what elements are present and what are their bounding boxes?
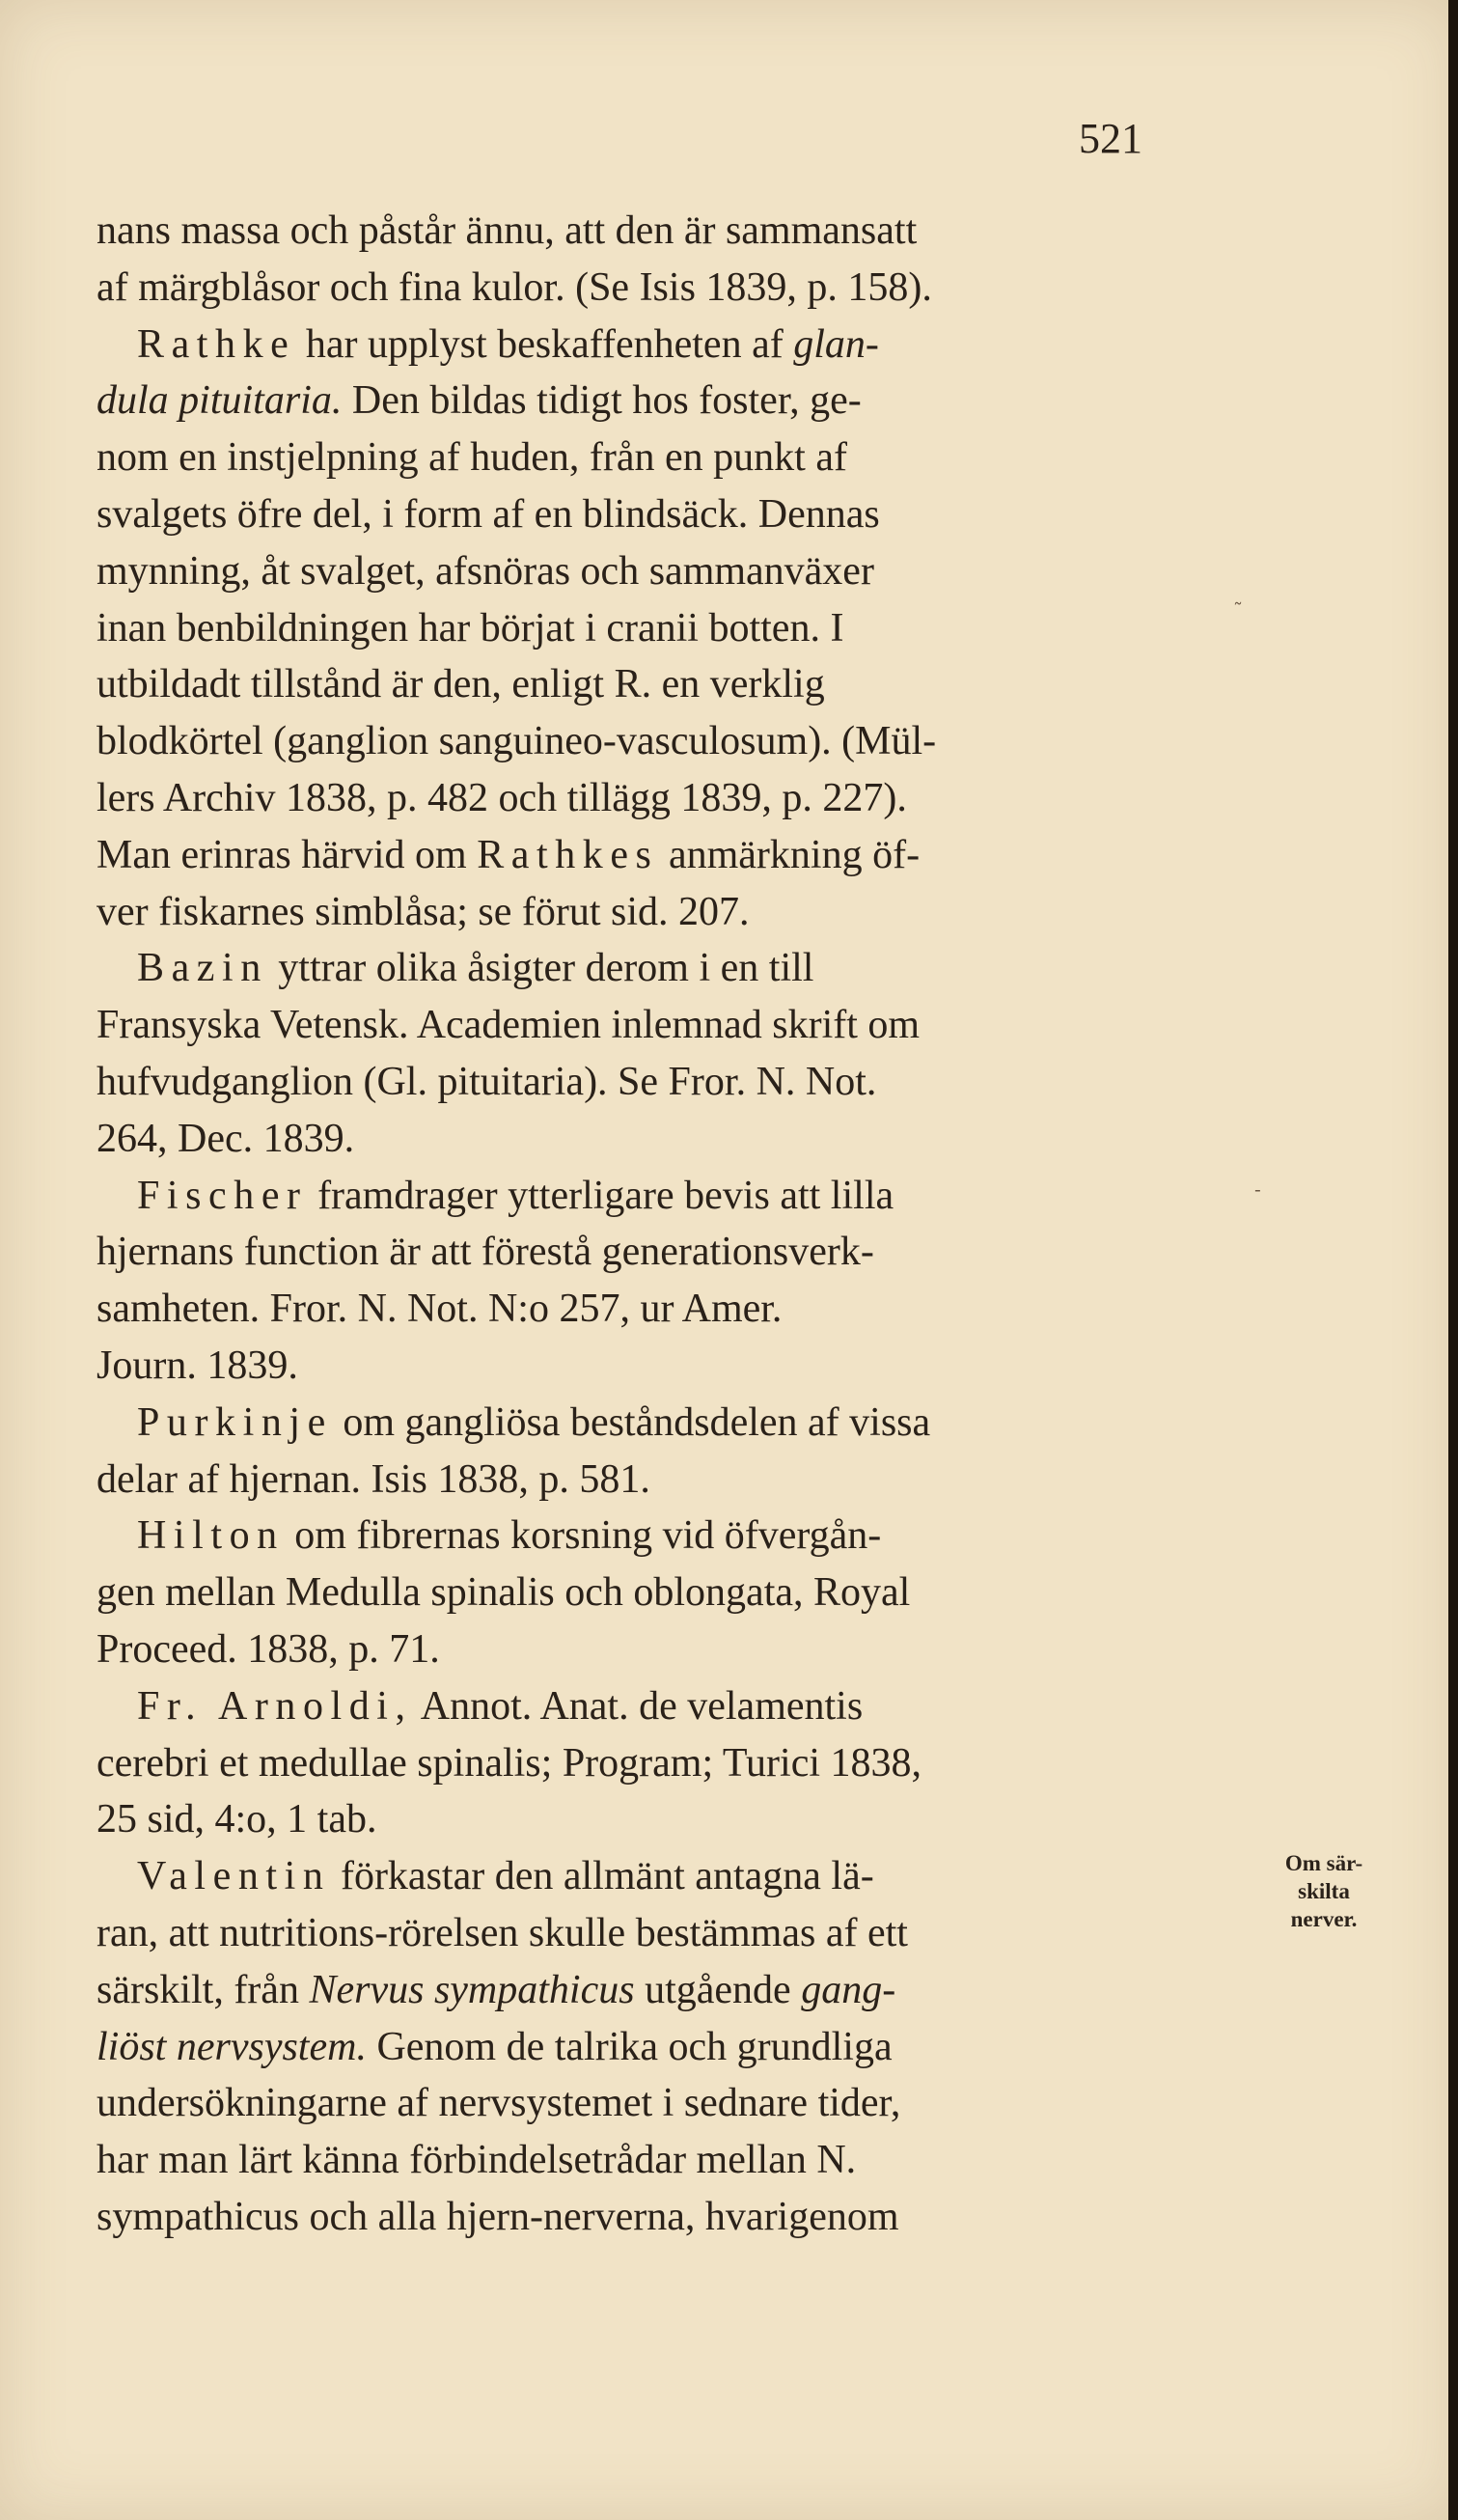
text-segment	[96, 1684, 137, 1729]
text-segment: samheten. Fror. N. Not. N:o 257, ur Amer.	[96, 1287, 783, 1332]
text-segment	[96, 1513, 137, 1558]
text-line	[96, 1054, 1216, 1111]
text-line	[96, 1281, 1216, 1338]
text-line	[96, 1962, 1216, 2019]
text-segment	[96, 1400, 137, 1445]
text-segment: Hilton	[137, 1513, 285, 1559]
text-line	[96, 1791, 1216, 1848]
text-line	[96, 2189, 1216, 2246]
text-segment: framdrager ytterligare bevis att lilla	[307, 1173, 894, 1218]
text-segment: delar af hjernan. Isis 1838, p. 581.	[96, 1456, 650, 1502]
text-line	[96, 1735, 1216, 1792]
page-number: 521	[1079, 115, 1142, 162]
text-line	[96, 486, 1216, 543]
text-segment: utgående	[634, 1967, 802, 2012]
text-segment: nom en instjelpning af huden, från en punkt af	[96, 435, 847, 481]
text-line	[96, 600, 1216, 657]
text-line	[96, 1452, 1216, 1509]
text-segment: om gangliösa beståndsdelen af vissa	[332, 1399, 931, 1445]
text-segment: Purkinje	[137, 1399, 333, 1445]
text-segment: Journ. 1839.	[96, 1343, 298, 1388]
text-segment: Fr. Arnoldi,	[137, 1683, 413, 1729]
text-line	[96, 1224, 1216, 1281]
text-line	[96, 827, 1216, 884]
body-text	[96, 203, 1216, 2246]
text-segment: Valentin	[137, 1854, 331, 1899]
margin-note-line: Om sär-	[1284, 1851, 1363, 1875]
text-line	[96, 1338, 1216, 1395]
text-segment: Annot. Anat. de velamentis	[412, 1683, 864, 1729]
text-segment	[96, 946, 137, 990]
text-line	[96, 429, 1216, 486]
text-segment: lers Archiv 1838, p. 482 och tillägg 1839, p. 227).	[96, 775, 907, 820]
text-segment	[96, 1854, 137, 1898]
text-segment: Man erinras härvid om	[96, 832, 478, 877]
text-line	[96, 1905, 1216, 1962]
text-line	[96, 1111, 1216, 1168]
text-line	[96, 1678, 1216, 1735]
text-line	[96, 884, 1216, 941]
margin-note	[1247, 1849, 1401, 1933]
text-segment: dula pituitaria.	[96, 378, 343, 424]
text-segment: Fransyska Vetensk. Academien inlemnad skrift om	[96, 1003, 921, 1048]
text-segment: af märgblåsor och fina kulor. (Se Isis 1839, p. 158).	[96, 264, 932, 310]
text-segment: hufvudganglion (Gl. pituitaria). Se Fror. N. Not.	[96, 1059, 877, 1104]
page-edge	[1448, 0, 1458, 2520]
text-segment: Rathke	[137, 321, 296, 367]
text-line	[96, 203, 1216, 260]
text-segment: om fibrernas korsning vid öfvergån-	[284, 1513, 882, 1559]
text-segment: cerebri et medullae spinalis; Program; Turici 1838,	[96, 1740, 922, 1786]
text-segment: hjernans function är att förestå generationsverk-	[96, 1230, 874, 1275]
text-line	[96, 317, 1216, 374]
text-line	[96, 1168, 1216, 1225]
text-line	[96, 260, 1216, 317]
margin-note-line: skilta	[1298, 1879, 1350, 1903]
text-segment: har upplyst beskaffenheten af	[295, 321, 794, 367]
text-segment: 25 sid, 4:o, 1 tab.	[96, 1797, 377, 1842]
text-line	[96, 1565, 1216, 1621]
text-segment: yttrar olika åsigter derom i en till	[267, 946, 814, 991]
text-line	[96, 770, 1216, 827]
text-line	[96, 713, 1216, 770]
text-segment: inan benbildningen har börjat i cranii botten. I	[96, 605, 844, 651]
text-line	[96, 2075, 1216, 2132]
text-segment: gen mellan Medulla spinalis och oblongata, Royal	[96, 1570, 911, 1616]
text-segment: blodkörtel (ganglion sanguineo-vasculosum). (Mül-	[96, 719, 937, 764]
text-segment	[96, 322, 137, 367]
text-segment: Nervus sympathicus	[309, 1967, 635, 2012]
text-line	[96, 373, 1216, 429]
print-speck: ˜	[1233, 598, 1243, 622]
text-line	[96, 1395, 1216, 1452]
text-segment: gang-	[801, 1967, 896, 2012]
text-segment: sympathicus och alla hjern-nerverna, hvarigenom	[96, 2194, 899, 2239]
text-segment	[96, 1174, 137, 1218]
text-line	[96, 997, 1216, 1054]
text-segment: förkastar den allmänt antagna lä-	[330, 1854, 874, 1899]
text-segment: Bazin	[137, 946, 268, 991]
text-line	[96, 1848, 1216, 1905]
text-segment: mynning, åt svalget, afsnöras och sammanväxer	[96, 548, 874, 594]
print-speck: -	[1254, 1177, 1261, 1201]
text-line	[96, 543, 1216, 600]
text-line	[96, 940, 1216, 997]
text-line	[96, 2132, 1216, 2189]
text-segment: ran, att nutritions-rörelsen skulle bestämmas af ett	[96, 1910, 908, 1955]
text-segment: undersökningarne af nervsystemet i sednare tider,	[96, 2081, 901, 2126]
text-line	[96, 1621, 1216, 1678]
text-segment: särskilt, från	[96, 1967, 310, 2012]
text-segment: glan-	[793, 321, 879, 367]
text-segment: har man lärt känna förbindelsetrådar mellan N.	[96, 2138, 857, 2183]
text-segment: Fischer	[137, 1173, 308, 1218]
text-line	[96, 656, 1216, 713]
text-segment: ver fiskarnes simblåsa; se förut sid. 207.	[96, 889, 750, 934]
text-segment: anmärkning öf-	[658, 832, 921, 877]
text-segment: Genom de talrika och grundliga	[366, 2024, 893, 2069]
text-line	[96, 2019, 1216, 2076]
text-segment: Den bildas tidigt hos foster, ge-	[342, 378, 862, 424]
text-segment: utbildadt tillstånd är den, enligt R. en verklig	[96, 662, 825, 707]
margin-note-line: nerver.	[1290, 1907, 1358, 1931]
text-segment: 264, Dec. 1839.	[96, 1116, 355, 1161]
text-segment: svalgets öfre del, i form af en blindsäck. Dennas	[96, 491, 880, 537]
text-line	[96, 1508, 1216, 1565]
text-segment: Rathkes	[477, 832, 659, 877]
text-segment: liöst nervsystem.	[96, 2024, 367, 2069]
text-segment: nans massa och påstår ännu, att den är sammansatt	[96, 208, 918, 253]
text-segment: Proceed. 1838, p. 71.	[96, 1626, 440, 1672]
